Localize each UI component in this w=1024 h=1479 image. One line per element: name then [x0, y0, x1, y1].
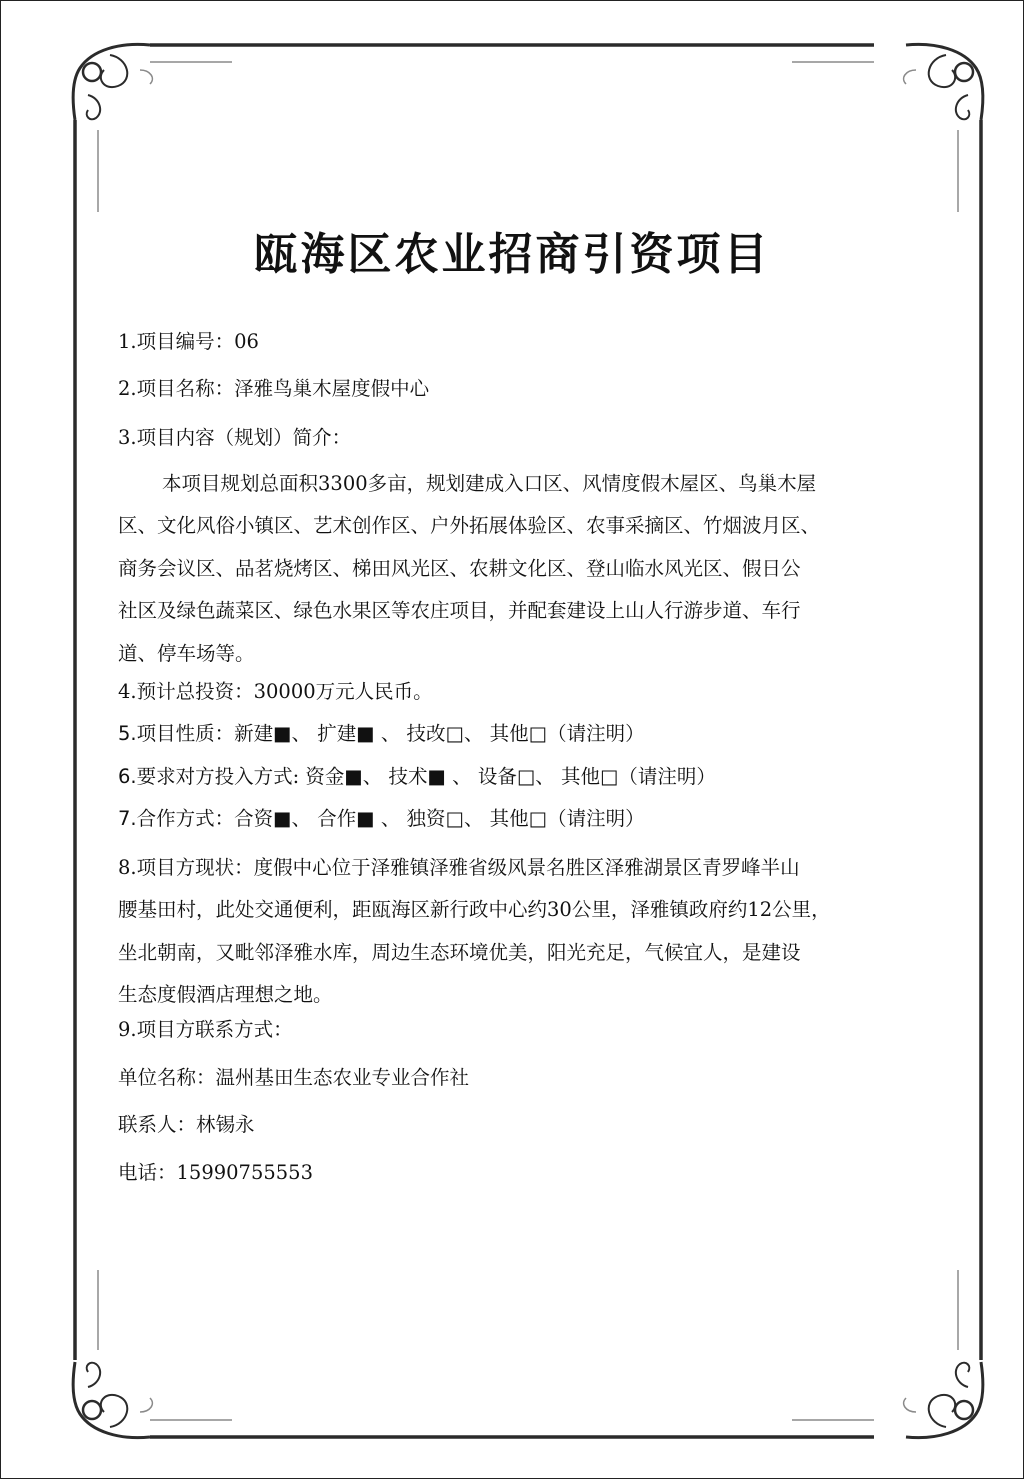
cooperation-method-text: 合作方式：合资■、 合作■ 、 独资□、 其他□（请注明）	[136, 807, 645, 830]
intro-line: 商务会议区、品茗烧烤区、梯田风光区、农耕文化区、登山临水风光区、假日公	[118, 556, 801, 580]
project-content-heading: 3.项目内容（规划）简介：	[118, 426, 352, 449]
project-name: 2.项目名称：泽雅鸟巢木屋度假中心	[118, 377, 430, 400]
item-number: 7.	[118, 807, 137, 830]
project-nature-text: 项目性质：新建■、 扩建■ 、 技改□、 其他□（请注明）	[136, 722, 645, 745]
item-number: 5.	[118, 722, 137, 745]
phone-number: 电话：15990755553	[118, 1161, 313, 1184]
total-investment: 4.预计总投资：30000万元人民币。	[118, 680, 433, 703]
intro-line: 区、文化风俗小镇区、艺术创作区、户外拓展体验区、农事采摘区、竹烟波月区、	[118, 514, 821, 538]
project-status-paragraph	[118, 847, 918, 1017]
corner-ornament-top-right	[904, 44, 983, 120]
contact-person: 联系人：林锡永	[118, 1113, 255, 1136]
document-title: 瓯海区农业招商引资项目	[253, 229, 771, 280]
cooperation-method	[118, 807, 645, 831]
item-number: 6.	[118, 765, 137, 788]
status-line: 生态度假酒店理想之地。	[118, 983, 333, 1007]
project-content-paragraph	[118, 463, 918, 675]
corner-ornament-top-left	[73, 44, 152, 120]
corner-ornament-bottom-left	[73, 1362, 152, 1438]
contact-heading: 9.项目方联系方式：	[118, 1018, 293, 1041]
status-line: 腰基田村，此处交通便利，距瓯海区新行政中心约30公里，泽雅镇政府约12公里，	[118, 898, 831, 922]
project-number: 1.项目编号：06	[118, 330, 259, 353]
status-line: 8.项目方现状：度假中心位于泽雅镇泽雅省级风景名胜区泽雅湖景区青罗峰半山	[118, 856, 800, 879]
project-nature	[118, 722, 645, 746]
intro-line: 社区及绿色蔬菜区、绿色水果区等农庄项目，并配套建设上山人行游步道、车行	[118, 599, 801, 623]
status-line: 坐北朝南，又毗邻泽雅水库，周边生态环境优美，阳光充足，气候宜人，是建设	[118, 940, 801, 964]
investment-method-text: 要求对方投入方式: 资金■、 技术■ 、 设备□、 其他□（请注明）	[136, 765, 716, 788]
intro-line: 道、停车场等。	[118, 641, 255, 665]
intro-line: 本项目规划总面积3300多亩，规划建成入口区、风情度假木屋区、鸟巢木屋	[162, 472, 817, 495]
investment-method	[118, 765, 716, 789]
corner-ornament-bottom-right	[904, 1362, 983, 1438]
unit-name: 单位名称：温州基田生态农业专业合作社	[118, 1066, 470, 1089]
